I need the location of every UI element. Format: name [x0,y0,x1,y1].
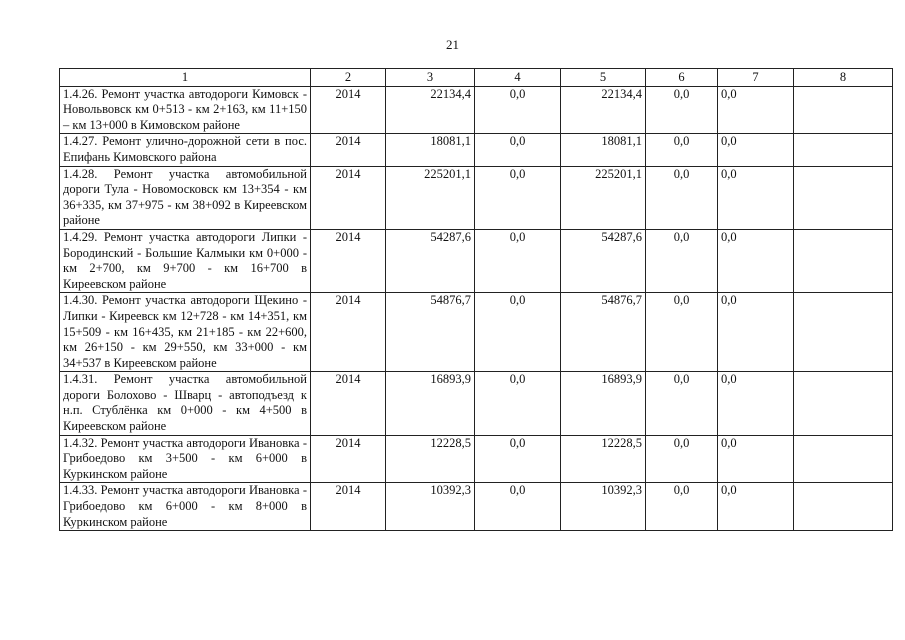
table-row [60,166,893,229]
row-col5: 16893,9 [561,372,646,435]
row-col6: 0,0 [646,134,718,166]
row-col3: 54876,7 [386,293,475,372]
row-col7: 0,0 [718,483,794,531]
row-col4: 0,0 [475,229,561,292]
row-col3: 54287,6 [386,229,475,292]
row-col3: 12228,5 [386,435,475,483]
row-col7: 0,0 [718,86,794,134]
row-col6: 0,0 [646,483,718,531]
row-col8 [794,229,893,292]
table-row [60,293,893,372]
row-col7: 0,0 [718,435,794,483]
row-col6: 0,0 [646,435,718,483]
row-col3: 16893,9 [386,372,475,435]
header-cell-4: 4 [475,69,561,87]
row-col8 [794,166,893,229]
row-col4: 0,0 [475,293,561,372]
row-col7: 0,0 [718,134,794,166]
row-year: 2014 [311,293,386,372]
row-col3: 10392,3 [386,483,475,531]
row-description: 1.4.30. Ремонт участка автодороги Щекино - Липки - Киреевск км 12+728 - км 14+351, км 15+509 - км 16+435, км 21+185 - км 22+600, км 26+150 - км 29+550, км 33+000 - км 34+537 в Киреевском районе [60,293,311,372]
row-col7: 0,0 [718,229,794,292]
row-col6: 0,0 [646,293,718,372]
row-col3: 22134,4 [386,86,475,134]
page-number: 21 [446,37,459,52]
row-col4: 0,0 [475,483,561,531]
table-row [60,372,893,435]
row-col5: 54876,7 [561,293,646,372]
row-col5: 22134,4 [561,86,646,134]
budget-table [59,68,893,531]
row-description: 1.4.27. Ремонт улично-дорожной сети в пос. Епифань Кимовского района [60,134,311,166]
header-cell-6: 6 [646,69,718,87]
row-description: 1.4.33. Ремонт участка автодороги Ивановка - Грибоедово км 6+000 - км 8+000 в Куркинском районе [60,483,311,531]
table-row [60,435,893,483]
row-col6: 0,0 [646,86,718,134]
row-col5: 12228,5 [561,435,646,483]
row-col3: 225201,1 [386,166,475,229]
row-col4: 0,0 [475,166,561,229]
row-col5: 54287,6 [561,229,646,292]
row-col4: 0,0 [475,372,561,435]
row-col8 [794,483,893,531]
row-col7: 0,0 [718,372,794,435]
row-col8 [794,372,893,435]
header-cell-1: 1 [60,69,311,87]
row-description: 1.4.26. Ремонт участка автодороги Кимовск - Новольвовск км 0+513 - км 2+163, км 11+150 – км 13+000 в Кимовском районе [60,86,311,134]
header-cell-8: 8 [794,69,893,87]
table-row [60,86,893,134]
table-row [60,134,893,166]
table-row [60,229,893,292]
row-col5: 18081,1 [561,134,646,166]
row-year: 2014 [311,435,386,483]
row-col3: 18081,1 [386,134,475,166]
row-description: 1.4.31. Ремонт участка автомобильной дороги Болохово - Шварц - автоподъезд к н.п. Стублёнка км 0+000 - км 4+500 в Киреевском районе [60,372,311,435]
row-year: 2014 [311,134,386,166]
row-col5: 225201,1 [561,166,646,229]
row-year: 2014 [311,372,386,435]
row-year: 2014 [311,229,386,292]
row-col8 [794,435,893,483]
row-col4: 0,0 [475,134,561,166]
row-year: 2014 [311,86,386,134]
row-col8 [794,293,893,372]
header-cell-7: 7 [718,69,794,87]
row-col8 [794,86,893,134]
row-col7: 0,0 [718,293,794,372]
row-description: 1.4.32. Ремонт участка автодороги Ивановка - Грибоедово км 3+500 - км 6+000 в Куркинском районе [60,435,311,483]
row-col6: 0,0 [646,166,718,229]
row-year: 2014 [311,166,386,229]
row-col4: 0,0 [475,435,561,483]
row-col6: 0,0 [646,229,718,292]
row-col4: 0,0 [475,86,561,134]
row-col5: 10392,3 [561,483,646,531]
row-col6: 0,0 [646,372,718,435]
header-row [60,69,893,87]
row-col8 [794,134,893,166]
header-cell-5: 5 [561,69,646,87]
row-description: 1.4.29. Ремонт участка автодороги Липки - Бородинский - Большие Калмыки км 0+000 - км 2+700, км 9+700 - км 16+700 в Киреевском районе [60,229,311,292]
row-col7: 0,0 [718,166,794,229]
row-year: 2014 [311,483,386,531]
row-description: 1.4.28. Ремонт участка автомобильной дороги Тула - Новомосковск км 13+354 - км 36+335, км 37+975 - км 38+092 в Киреевском районе [60,166,311,229]
header-cell-3: 3 [386,69,475,87]
header-cell-2: 2 [311,69,386,87]
table-row [60,483,893,531]
